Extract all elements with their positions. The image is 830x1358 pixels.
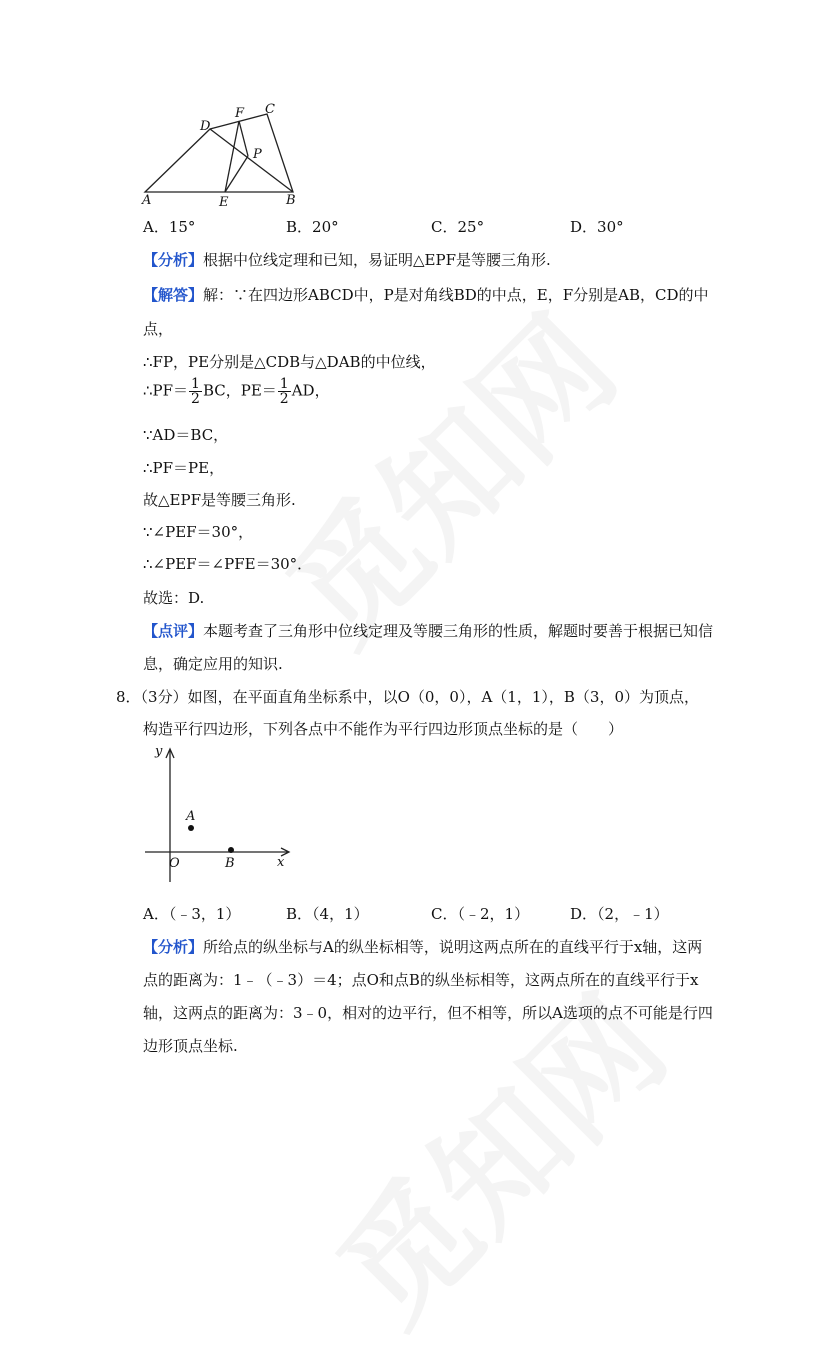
q7-solution-line <box>143 377 330 406</box>
label-a: A <box>142 193 152 208</box>
q7-comment-line: 息，确定应用的知识. <box>143 655 283 673</box>
q7-option-c: C．25° <box>431 218 485 236</box>
q7-solution-line: 故选：D. <box>143 589 205 607</box>
solution-text: 解：∵在四边形ABCD中，P是对角线BD的中点，E，F分别是AB，CD的中 <box>203 286 709 304</box>
fraction-half <box>278 377 291 406</box>
q8-analysis-line: 轴，这两点的距离为：3﹣0，相对的边平行，但不相等，所以A选项的点不可能是行四 <box>143 1004 713 1022</box>
q7-solution-line: ∴∠PEF＝∠PFE＝30°． <box>143 555 313 573</box>
label-c: C <box>265 102 275 117</box>
analysis-tag: 【分析】 <box>143 938 204 956</box>
label-d: D <box>200 119 211 134</box>
q7-option-d: D．30° <box>570 218 624 236</box>
q8-analysis <box>143 936 702 957</box>
analysis-text: 所给点的纵坐标与A的纵坐标相等，说明这两点所在的直线平行于x轴，这两 <box>203 938 703 956</box>
solution-tag: 【解答】 <box>143 286 204 304</box>
fraction-numerator: 1 <box>279 376 289 392</box>
fraction-half <box>189 377 202 406</box>
point-a <box>188 825 194 831</box>
q7-solution-line: ∴PF＝PE， <box>143 459 225 477</box>
fraction-denominator: 2 <box>279 391 289 407</box>
label-b: B <box>225 856 235 871</box>
q8-option-d: D．（2，﹣1） <box>570 905 669 923</box>
q8-option-a: A．（﹣3，1） <box>143 905 241 923</box>
label-b: B <box>286 193 296 208</box>
fraction-numerator: 1 <box>191 376 200 392</box>
label-o: O <box>169 856 180 871</box>
analysis-tag: 【分析】 <box>143 251 204 269</box>
q7-solution-line <box>143 284 709 305</box>
axis-label-y: y <box>155 744 163 759</box>
q8-option-b: B．（4，1） <box>286 905 369 923</box>
q7-comment <box>143 620 713 641</box>
quadrilateral-figure <box>140 98 320 210</box>
coordinate-plane-figure <box>140 742 300 890</box>
analysis-text: 根据中位线定理和已知，易证明△EPF是等腰三角形. <box>203 251 551 269</box>
label-a: A <box>186 809 196 824</box>
label-e: E <box>219 195 229 210</box>
q7-solution-line: 故△EPF是等腰三角形. <box>143 491 296 509</box>
q7-solution-line: 点， <box>143 320 174 338</box>
solution-text: AD， <box>291 381 330 400</box>
q8-analysis-line: 边形顶点坐标. <box>143 1037 238 1055</box>
q7-analysis <box>143 249 551 270</box>
q8-option-c: C．（﹣2，1） <box>431 905 530 923</box>
comment-tag: 【点评】 <box>143 622 204 640</box>
solution-text: BC，PE＝ <box>202 381 277 400</box>
label-p: P <box>253 147 262 162</box>
q7-option-b: B．20° <box>286 218 339 236</box>
point-b <box>228 847 234 853</box>
comment-text: 本题考查了三角形中位线定理及等腰三角形的性质，解题时要善于根据已知信 <box>203 622 714 640</box>
axis-label-x: x <box>277 855 285 870</box>
solution-text: ∴PF＝ <box>143 381 189 400</box>
watermark <box>241 269 649 677</box>
q8-stem: 8．（3分）如图，在平面直角坐标系中，以O（0，0），A（1，1），B（3，0）为顶点， <box>116 688 700 706</box>
q7-solution-line: ∵AD＝BC， <box>143 426 229 444</box>
fraction-denominator: 2 <box>191 391 200 407</box>
q7-option-a: A．15° <box>143 218 196 236</box>
q8-stem: 构造平行四边形，下列各点中不能作为平行四边形顶点坐标的是（ ） <box>143 720 624 738</box>
label-f: F <box>235 106 245 121</box>
q7-solution-line: ∵∠PEF＝30°， <box>143 523 254 541</box>
q8-analysis-line: 点的距离为：1﹣（﹣3）＝4；点O和点B的纵坐标相等，这两点所在的直线平行于x <box>143 971 699 989</box>
q7-solution-line: ∴FP，PE分别是△CDB与△DAB的中位线， <box>143 353 436 371</box>
